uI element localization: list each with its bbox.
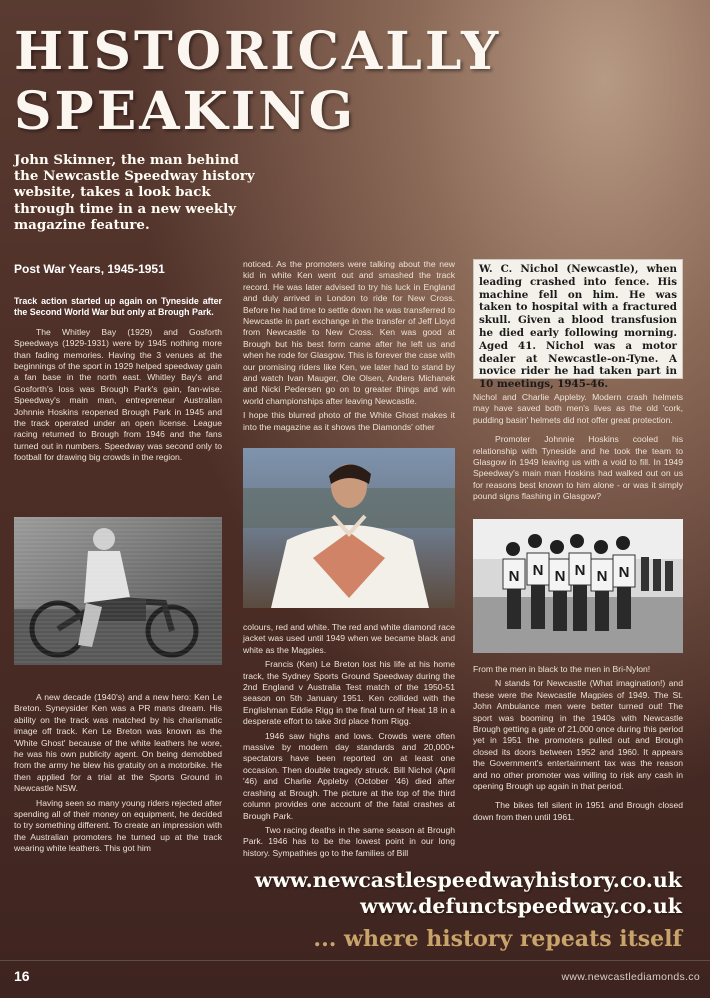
column-2-bottom	[243, 622, 455, 862]
column-2-paragraph: noticed. As the promoters were talking about the new kid in white Ken went out and smashed the track record. He was later advised to try his luck in England and duly arrived in London to ride for New Cross. Before he had time to settle down he was transferred to Newcastle in part exchange in the transfer of Jeff Lloyd from Newcastle to New Cross. Ken was good at Brough but his best form came after he left us and when he rode for Glasgow. This is forever the case with our promising riders like Ken, we later had to stand by and watch Ivan Mauger, Ole Olsen, Anders Michanek and Nicki Pedersen go on to greater things and win world championships after leaving Newcastle.	[243, 259, 455, 406]
intro-standfirst: John Skinner, the man behind the Newcastle Speedway history website, takes a look back through time in a new weekly magazine feature.	[14, 152, 255, 233]
column-2-paragraph: 1946 saw highs and lows. Crowds were often massive by modern day standards and 20,000+ spectators have been reported on at least one occasion. Then double tragedy struck. Bill Nichol (April '46) and Charlie Appleby (October '46) died after crashing at Brough. The picture at the top of the third column provides one account of the fatal crashes at Brough Park.	[243, 730, 455, 821]
column-2-paragraph: colours, red and white. The red and white diamond race jacket was used until 1949 when we became black and white as the Magpies.	[243, 622, 455, 655]
jersey-letter: N	[596, 568, 608, 585]
column-3-paragraph: From the men in black to the men in Bri-Nylon!	[473, 664, 651, 674]
jersey-letter: N	[554, 568, 566, 585]
column-2-paragraph: Francis (Ken) Le Breton lost his life at his home track, the Sydney Sports Ground Speedway during the 2nd England v Australia Test match of the 1950-51 season on 5th January 1951. Ken collided with the Englishman Eddie Rigg in the final turn of Heat 18 in a desperate effort to take 3rd place from Rigg.	[243, 659, 455, 727]
photo-rider-with-motorbike	[14, 517, 222, 665]
column-3-paragraph: Promoter Johnnie Hoskins cooled his relationship with Tyneside and he took the team to Glasgow in 1949 leaving us with a void to fill. In 1949 Speedway's main man Hoskins had walked out on us for reasons best known to him alone - or was it simply pound signs flashing in Glasgow?	[473, 434, 683, 502]
column-3-paragraph: N stands for Newcastle (What imagination!) and these were the Newcastle Magpies of 1949. The St. John Ambulance men were better turned out! The sport was booming in the 1940s with Newcastle Brough getting a gate of 21,000 once during this period yet in 1951 the promoters pulled out and Brough closed its doors between 1952 and 1960. It appears the Government's entertainment tax was the reason and no other promoter was willing to risk any cash in opening Brough up again in that period.	[473, 678, 683, 792]
footer-website-link[interactable]: www.newcastlediamonds.co	[561, 971, 700, 983]
column-2-paragraph: Two racing deaths in the same season at Brough Park. 1946 has to be the lowest point in our long history. Sympathies go to the families of Bill	[243, 824, 455, 858]
section-heading: Post War Years, 1945-1951	[14, 262, 165, 276]
column-1-paragraph: Having seen so many young riders rejected after spending all of their money on equipment, he decided to try something different. To create an impression with the Australian promoters he turned up at the track wearing white leathers. This got him	[14, 797, 222, 854]
photo-newcastle-magpies-1949	[473, 519, 683, 653]
column-1-paragraph: The Whitley Bay (1929) and Gosforth Speedways (1929-1931) were by 1945 nothing more than fading memories. Having the 3 venues at the beginnings of the sport in 1929 helped speedway gain a fan base in the north east. Whitley Bay's and Gosforth's loss was Brough Park's gain, fan-wise. Speedway's main man, entrepreneur Australian Johnnie Hoskins reopened Brough Park in 1945 and the track operated under an open license. League racing returned to Brough from 1946 and the fans turned out in numbers. Speedway was second only to football for drawing big crowds in the region.	[14, 326, 222, 463]
jersey-letter: N	[508, 568, 520, 585]
column-3-paragraph: The bikes fell silent in 1951 and Brough closed down from then until 1961.	[473, 800, 683, 822]
column-2-paragraph: I hope this blurred photo of the White Ghost makes it into the magazine as it shows the Diamonds' other	[243, 410, 455, 432]
column-3-top	[473, 392, 683, 506]
jersey-letter: N	[532, 562, 544, 579]
title-line-1: HISTORICALLY	[14, 21, 502, 82]
column-3-paragraph: Nichol and Charlie Appleby. Modern crash helmets may have saved both men's lives as the old 'cork, pudding basin' helmets did not offer great protection.	[473, 392, 683, 425]
column-3-bottom	[473, 664, 683, 826]
footer-divider	[0, 960, 710, 961]
column-1-bottom	[14, 692, 222, 858]
title-line-2: SPEAKING	[14, 81, 357, 142]
column-1-top	[14, 296, 222, 467]
newspaper-clipping: W. C. Nichol (Newcastle), when leading crashed into fence. His machine fell on him. He was taken to hospital with a fractured skull. Given a blood transfusion he died early following morning. Aged 41. Nichol was a motor dealer at Newcastle-on-Tyne. A novice rider he had taken part in 10 meetings, 1945-46.	[473, 259, 683, 379]
tagline: ... where history repeats itself	[313, 926, 682, 952]
page-title	[14, 21, 502, 142]
page-number: 16	[14, 968, 30, 984]
photo-white-ghost-rider	[243, 448, 455, 608]
jersey-letter: N	[574, 562, 586, 579]
column-1-paragraph: A new decade (1940's) and a new hero: Ken Le Breton. Syneysider Ken was a PR mans dream. His ability on the track was matched by his charismatic image off track. Ken Le Breton was known as the 'White Ghost' because of the white leathers he wore, he was his own publicity agent. On being demobbed from the army he blew his gratuity on a motorbike. He then applied for a trial at the Sports Ground in Newcastle NSW.	[14, 692, 222, 794]
column-1-subheading: Track action started up again on Tyneside after the Second World War but only at Brough Park.	[14, 296, 222, 318]
website-link[interactable]: www.defunctspeedway.co.uk	[360, 894, 682, 918]
jersey-letter: N	[618, 564, 630, 581]
column-2-top	[243, 259, 455, 436]
website-link[interactable]: www.newcastlespeedwayhistory.co.uk	[254, 868, 682, 892]
